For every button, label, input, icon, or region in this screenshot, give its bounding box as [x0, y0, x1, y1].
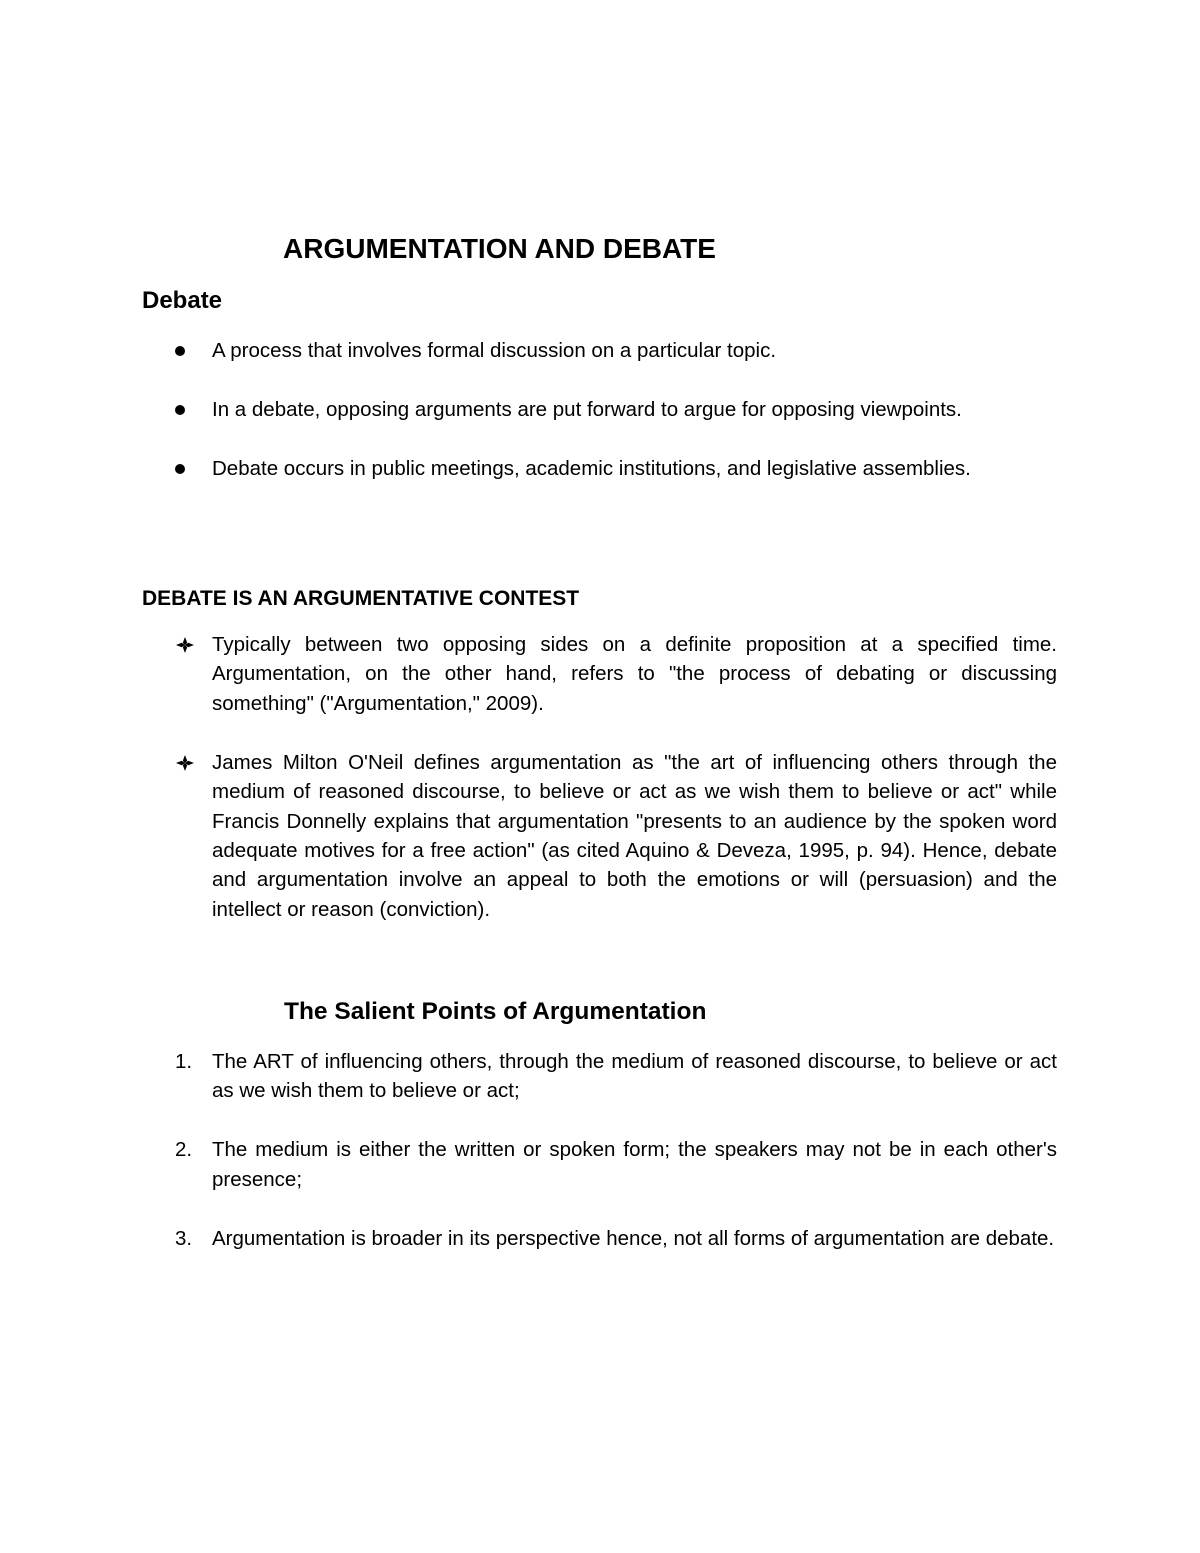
list-number: 1. — [175, 1050, 193, 1073]
bullet-dot-icon — [175, 405, 185, 415]
diamond-bullet-icon — [175, 636, 195, 654]
list-item-text: The ART of influencing others, through the medium of reasoned discourse, to believe or act as we wish them to believe or act; — [212, 1050, 1057, 1103]
list-item — [0, 1224, 1057, 1253]
contest-bullet-list — [0, 630, 1200, 954]
document-title: ARGUMENTATION AND DEBATE — [283, 233, 716, 264]
salient-points-heading: The Salient Points of Argumentation — [284, 998, 707, 1025]
list-item — [0, 454, 1057, 483]
list-number: 2. — [175, 1138, 193, 1162]
contest-heading: DEBATE IS AN ARGUMENTATIVE CONTEST — [142, 587, 580, 610]
list-item-text: The medium is either the written or spoken form; the speakers may not be in each other's presence; — [212, 1138, 1057, 1191]
bullet-text: Debate occurs in public meetings, academic institutions, and legislative assemblies. — [212, 457, 971, 480]
list-number: 3. — [175, 1226, 193, 1250]
bullet-text: In a debate, opposing arguments are put forward to argue for opposing viewpoints. — [212, 398, 962, 421]
list-item — [0, 1047, 1057, 1106]
debate-heading: Debate — [142, 287, 223, 314]
bullet-text: A process that involves formal discussion on a particular topic. — [212, 339, 777, 362]
list-item — [0, 1135, 1057, 1194]
list-item — [0, 630, 1057, 718]
bullet-text: Typically between two opposing sides on a definite proposition at a specified time. Argumentation, on the other hand, refers to "the process of debating or discussing something" ("Argumentation," 2009). — [212, 633, 1057, 715]
list-item — [0, 336, 1057, 365]
list-item — [0, 748, 1057, 924]
debate-bullet-list — [0, 336, 1200, 513]
salient-points-list — [0, 1047, 1200, 1283]
bullet-text: James Milton O'Neil defines argumentation as "the art of influencing others through the medium of reasoned discourse, to believe or act as we wish them to believe or act" while Francis Donnelly explains that argumentation "presents to an audience by the spoken word adequate motives for a free action" (as cited Aquino & Deveza, 1995, p. 94). Hence, debate and argumentation involve an appeal to both the emotions or will (persuasion) and the intellect or reason (conviction). — [212, 750, 1057, 921]
bullet-dot-icon — [175, 346, 185, 356]
list-item — [0, 395, 1057, 424]
bullet-dot-icon — [175, 464, 185, 474]
list-item-text: Argumentation is broader in its perspective hence, not all forms of argumentation are debate. — [212, 1226, 1055, 1250]
diamond-bullet-icon — [175, 754, 195, 772]
